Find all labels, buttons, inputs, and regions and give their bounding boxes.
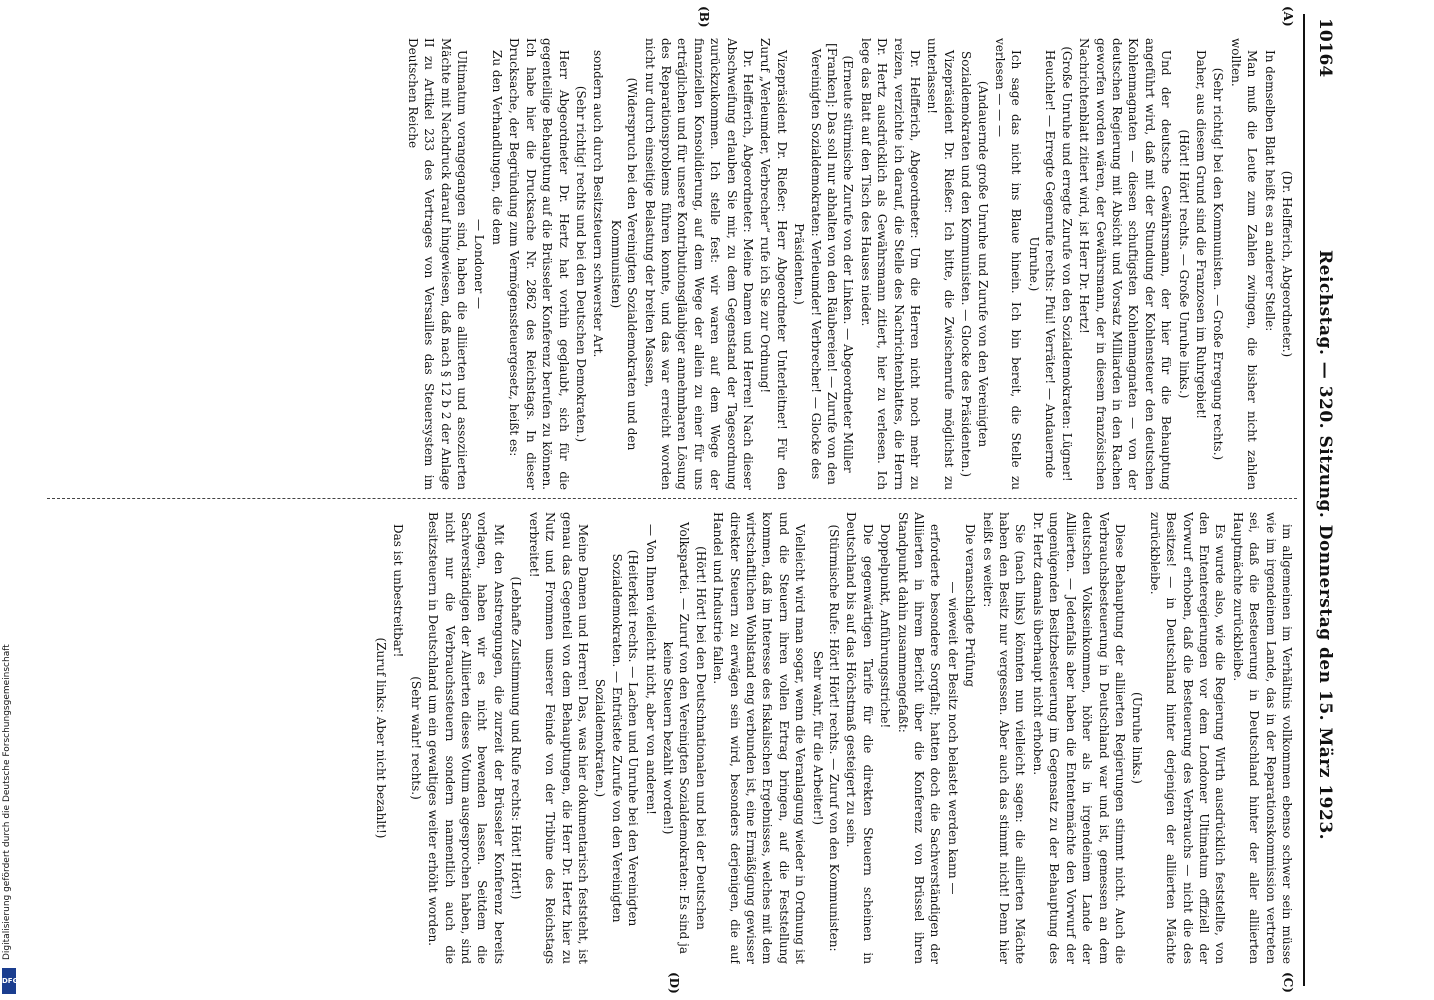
paragraph: (Stürmische Rufe: Hört! Hört! rechts. — Zuruf von den Kommunisten: Sehr wahr, für die Arbeiter!) <box>810 524 842 952</box>
paragraph: Zu den Verhandlungen, die dem <box>489 50 504 245</box>
dfg-logo: DFG <box>2 968 16 994</box>
paragraph: (Sehr richtig! bei den Kommunisten. — Große Erregung rechts.) <box>1211 67 1226 461</box>
paragraph: Doppelpunkt, Anführungsstriche! <box>878 524 893 729</box>
paragraph: Meine Damen und Herren! Das, was hier dokumentarisch feststeht, ist genau das Gegenteil von dem Behauptungen, die Herr Dr. Hertz hier zu Nutz und Frommen unserer Feinde von der Tribüne des Reichstags verbreitet! <box>526 512 590 964</box>
page-number: 10164 <box>1315 18 1335 78</box>
digitization-credit: Digitalisierung gefördert durch die Deutsche Forschungsgemeinschaft <box>2 644 12 960</box>
paragraph: Es wurde also, wie die Regierung Wirth ausdrücklich feststellte, von den Ententeregierungen vor dem Londoner Ultimatum offiziell der Vorwurf erhoben, daß die Besteuerung des Verbrauchs — nicht die des Besitzes! — in Deutschland hinter derjenigen der alliierten Mächte zurückbleibe. <box>1147 512 1228 964</box>
paragraph: (Dr. Helfferich, Abgeordneter.) <box>1280 170 1294 358</box>
paragraph: (Sehr wahr! rechts.) <box>408 676 423 800</box>
paragraph: Mit den Anstrengungen, die zurzeit der Brüsseler Konferenz bereits vorlagen, haben wir es nicht bewenden lassen. Seitdem die Sachverständigen der Alliierten dieses Votum ausgesprochen haben, sind nicht nur die Verbrauchssteuern sondern namentlich auch die Besitzsteuern in Deutschland um ein gewaltiges weiter erhöht worden. <box>426 512 506 964</box>
paragraph: Ich sage das nicht ins Blaue hinein. Ich bin bereit, die Stelle zu verlesen — — — <box>993 38 1024 490</box>
paragraph: (Sehr richtig! rechts und bei den Deutschen Demokraten.) <box>573 85 588 443</box>
margin-marker-b: (B) <box>697 6 711 28</box>
column-divider <box>47 498 1297 499</box>
paragraph: Daher, aus diesem Grund sind die Franzosen im Ruhrgebiet! <box>1193 50 1208 420</box>
paragraph: (Andauernde große Unruhe und Zurufe von den Vereinigten Sozialdemokraten und den Kommunisten. — Glocke des Präsidenten.) <box>959 51 990 477</box>
paragraph: im allgemeinen im Verhältnis vollkommen ebenso schwer sein müsse wie im irgendeinem Lande, das in der Reparationskommission vertreten sei, daß die Besteuerung in Deutschland hinter der aller alliierten Hauptmächte zurückbleibe. <box>1230 512 1294 964</box>
paragraph: Herr Abgeordneter Dr. Hertz hat vorhin geglaubt, sich für die gegenteilige Behauptung auf die Brüsseler Konferenz berufen zu können. Ich habe hier die Drucksache Nr. 2862 des Reichstags. In dieser Drucksache, der Begründung zum Vermögenssteuergesetz, heißt es: <box>507 38 571 490</box>
paragraph: Das ist unbestreitbar! <box>391 524 406 658</box>
paragraph: sondern auch durch Besitzsteuern schwerster Art. <box>591 50 606 358</box>
paragraph: (Heiterkeit rechts. — Lachen und Unruhe bei den Vereinigten Sozialdemokraten. — Entrüstete Zurufe von den Vereinigten Sozialdemokraten.) <box>593 549 641 927</box>
paragraph: (Große Unruhe und erregte Zurufe von den Sozialdemokraten: Lügner! Heuchler! — Erregte Gegenrufe rechts: Pfui! Verräter! — Andauernde Unruhe.) <box>1026 46 1074 482</box>
paragraph: Diese Behauptung der alliierten Regierungen stimmt nicht. Auch die Verbrauchsbesteuerung in Deutschland war und ist, gemessen an dem deutschen Volkseinkommen, höher als in irgendeinem Lande der Alliierten. — Jedenfalls aber haben die Ententemächte den Vorwurf der ungenügenden Besitzbesteuerung im Gegensatz zu der Behauptung des Dr. Hertz damals überhaupt nicht erhoben. <box>1030 512 1127 964</box>
document-page <box>33 0 1343 1000</box>
paragraph: Und der deutsche Gewährsmann, der hier für die Behauptung angeführt wird, daß mit der Stundung der Kohlensteuer den deutschen Kohlenmagnaten — diesen schuftigsten Kohlenmagnaten — von der deutschen Regierung mit Absicht und Vorsatz Milliarden in den Rachen geworfen worden wären, der Gewährsmann, der in diesem französischen Nachrichtenblatt zitiert wird, ist Herr Dr. Hertz! <box>1077 38 1174 490</box>
margin-marker-d: (D) <box>667 972 681 994</box>
paragraph: Ultimatum vorangegangen sind, haben die alliierten und assoziierten Mächte mit Nachdruck darauf hingewiesen, daß nach § 12 b 2 der Anlage II zu Artikel 233 des Vertrages von Versailles das Steuersystem im Deutschen Reiche <box>405 38 470 490</box>
paragraph: Vizepräsident Dr. Rießer: Herr Abgeordneter Unterleitner! Für den Zuruf „Verleumder, Verbrecher“ rufe ich Sie zur Ordnung! <box>758 38 789 490</box>
paragraph: (Unruhe links.) <box>1130 692 1145 784</box>
paragraph: Man muß die Leute zum Zahlen zwingen, die bisher nicht zahlen wollten. <box>1228 38 1260 490</box>
paragraph: (Hört! Hört! bei den Deutschnationalen und bei der Deutschen Volkspartei. — Zuruf von den Vereinigten Sozialdemokraten: Es sind ja keine Steuern bezahlt worden!) <box>660 521 708 955</box>
paragraph: Die gegenwärtigen Tarife für die direkten Steuern scheinen in Deutschland bis auf das Höchstmaß gesteigert zu sein. <box>844 512 875 964</box>
paragraph: (Hört! Hört! rechts. — Große Unruhe links.) <box>1176 129 1191 399</box>
paragraph: Dr. Helfferich, Abgeordneter: Um die Herren nicht noch mehr zu reizen, verzichte ich darauf, die Stelle des Nachrichtenblattes, die Herrn Dr. Hertz ausdrücklich als Gewährsmann zitiert, hier zu verlesen. Ich lege das Blatt auf den Tisch des Hauses nieder. <box>858 38 923 490</box>
paragraph: Vizepräsident Dr. Rießer: Ich bitte, die Zwischenrufe möglichst zu unterlassen! <box>925 38 956 490</box>
paragraph: (Zuruf links: Aber nicht bezahlt!) <box>374 637 389 839</box>
paragraph: — wieweit der Besitz noch belastet werden kann — <box>945 581 960 895</box>
header-rule <box>1303 14 1305 986</box>
margin-marker-a: (A) <box>1281 6 1295 27</box>
paragraph: erforderte besondere Sorgfalt; hatten doch die Sachverständigen der Alliierten in ihrem Bericht über die Konferenz von Brüssel ihren Standpunkt dahin zusammengefaßt: <box>895 512 943 964</box>
left-column <box>55 38 1295 490</box>
paragraph: Die veranschlagte Prüfung <box>963 524 978 688</box>
paragraph: — Von Ihnen vielleicht nicht, aber von anderen! <box>643 524 658 815</box>
right-column <box>55 512 1295 964</box>
paragraph: Dr. Helfferich, Abgeordneter: Meine Damen und Herren! Nach dieser Abschweifung erlauben Sie mir, zu dem Gegenstand der Tagesordnung zurückzukommen. Ich stelle fest: wir waren auf dem Wege der finanziellen Konsolidierung, auf dem Wege der allein zu einer für uns erträglichen und für unsere Kontributionsgläubiger annehmbaren Lösung des Reparationsproblems führen konnte, und das war erreicht worden nicht nur durch einseitige Belastung der breiten Massen, <box>642 38 755 490</box>
paragraph: (Lebhafte Zustimmung und Rufe rechts: Hört! Hört!) <box>509 576 524 900</box>
margin-marker-c: (C) <box>1281 972 1295 993</box>
paragraph: Sie (nach links) könnten nun vielleicht sagen: die alliierten Mächte haben den Besitz nur vergessen. Aber auch das stimmt nicht! Denn hier heißt es weiter: <box>980 512 1028 964</box>
paragraph: In demselben Blatt heißt es an anderer Stelle: <box>1262 50 1277 332</box>
paragraph: (Widerspruch bei den Vereinigten Sozialdemokraten und den Kommunisten) <box>608 77 640 451</box>
running-title: Reichstag. — 320. Sitzung. Donnerstag den 15. März 1923. <box>1315 250 1335 841</box>
paragraph: (Erneute stürmische Zurufe von der Linken. — Abgeordneter Müller [Franken]: Das soll nur abhalten von den Räubereien! — Zurufe von den Vereinigten Sozialdemokraten: Verleumder! Verbrecher! — Glocke des Präsidenten.) <box>792 43 856 485</box>
page-header <box>1309 0 1335 1000</box>
paragraph: Vielleicht wird man sogar, wenn die Veranlagung wieder in Ordnung ist und die Steuern ihren vollen Ertrag bringen, auf die Feststellung kommen, daß im Interesse des fiskalischen Ergebnisses, welches mit dem wirtschaftlichen Wohlstand eng verbunden ist, eine Ermäßigung gewisser direkter Steuern zu erwägen sein wird, besonders derjenigen, die auf Handel und Industrie fallen. <box>711 512 808 964</box>
paragraph: — Londoner — <box>472 218 487 310</box>
